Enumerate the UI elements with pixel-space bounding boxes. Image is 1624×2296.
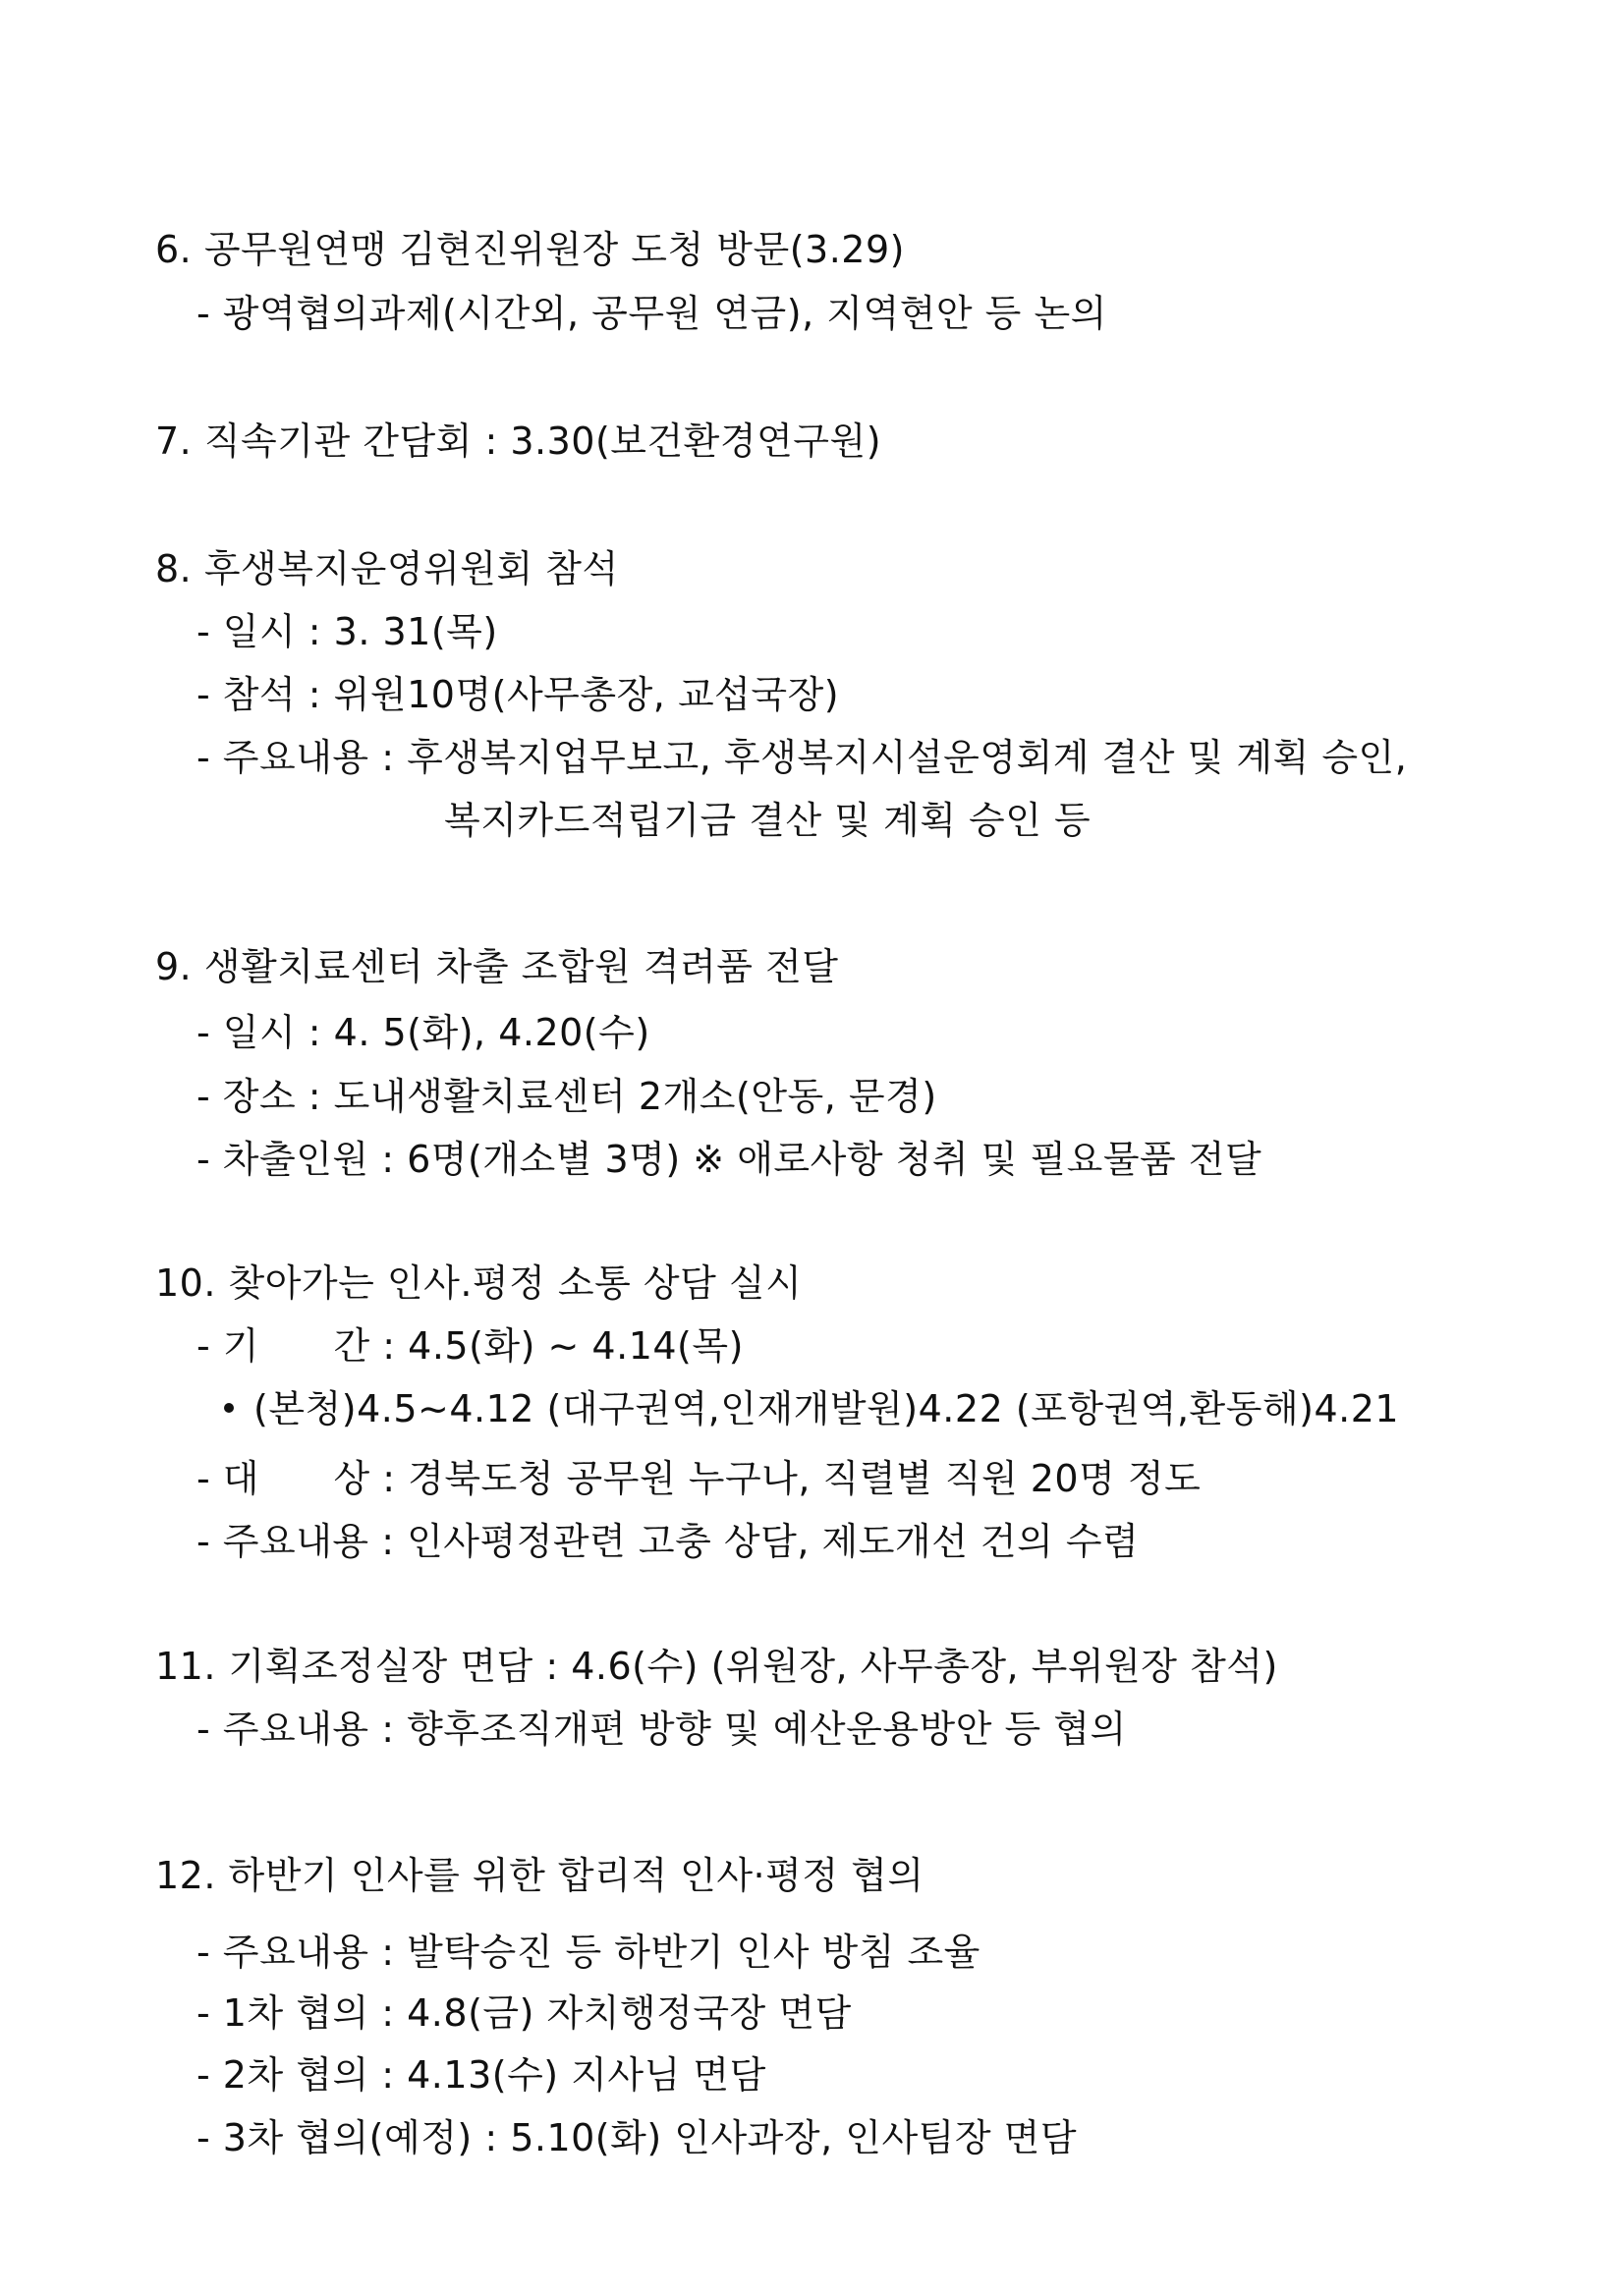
section-8-item-attendees: - 참석 : 위원10명(사무총장, 교섭국장) [196,673,840,716]
section-11-title: 11. 기획조정실장 면담 : 4.6(수) (위원장, 사무총장, 부위원장 참석) [155,1645,1278,1688]
section-12-title: 12. 하반기 인사를 위한 합리적 인사·평정 협의 [155,1854,924,1897]
section-12-item-second: - 2차 협의 : 4.13(수) 지사님 면담 [196,2053,766,2097]
section-8-title: 8. 후생복지운영위원회 참석 [155,547,619,590]
section-10-period: - 기 간 : 4.5(화) ~ 4.14(목) [196,1324,744,1368]
section-10-title: 10. 찾아가는 인사.평정 소통 상담 실시 [155,1261,803,1305]
section-9-title: 9. 생활치료센터 차출 조합원 격려품 전달 [155,945,839,988]
section-8-item-date: - 일시 : 3. 31(목) [196,610,498,653]
section-9-item-place: - 장소 : 도내생활치료센터 2개소(안동, 문경) [196,1075,937,1118]
bullet-dot-icon [224,1403,234,1413]
section-10-bullet-text: (본청)4.5~4.12 (대구권역,인재개발원)4.22 (포항권역,환동해)4.21 [253,1387,1400,1430]
section-10-content: - 주요내용 : 인사평정관련 고충 상담, 제도개선 건의 수렴 [196,1520,1140,1563]
section-6-title: 6. 공무원연맹 김현진위원장 도청 방문(3.29) [155,228,905,271]
section-12-item-third: - 3차 협의(예정) : 5.10(화) 인사과장, 인사팀장 면담 [196,2116,1078,2159]
section-12-item-content: - 주요내용 : 발탁승진 등 하반기 인사 방침 조율 [196,1931,980,1974]
section-8-item-content-continued: 복지카드적립기금 결산 및 계획 승인 등 [444,799,1092,842]
section-9-item-date: - 일시 : 4. 5(화), 4.20(수) [196,1011,650,1054]
section-10-bullet [224,1386,1399,1431]
section-8-item-content: - 주요내용 : 후생복지업무보고, 후생복지시설운영회계 결산 및 계획 승인, [196,736,1408,779]
section-7-title: 7. 직속기관 간담회 : 3.30(보건환경연구원) [155,420,882,463]
section-6-item: - 광역협의과제(시간외, 공무원 연금), 지역현안 등 논의 [196,292,1107,335]
section-11-item: - 주요내용 : 향후조직개편 방향 및 예산운용방안 등 협의 [196,1708,1127,1751]
section-10-target: - 대 상 : 경북도청 공무원 누구나, 직렬별 직원 20명 정도 [196,1457,1202,1500]
section-12-item-first: - 1차 협의 : 4.8(금) 자치행정국장 면담 [196,1991,852,2035]
section-9-item-staff: - 차출인원 : 6명(개소별 3명) ※ 애로사항 청취 및 필요물품 전달 [196,1138,1262,1181]
